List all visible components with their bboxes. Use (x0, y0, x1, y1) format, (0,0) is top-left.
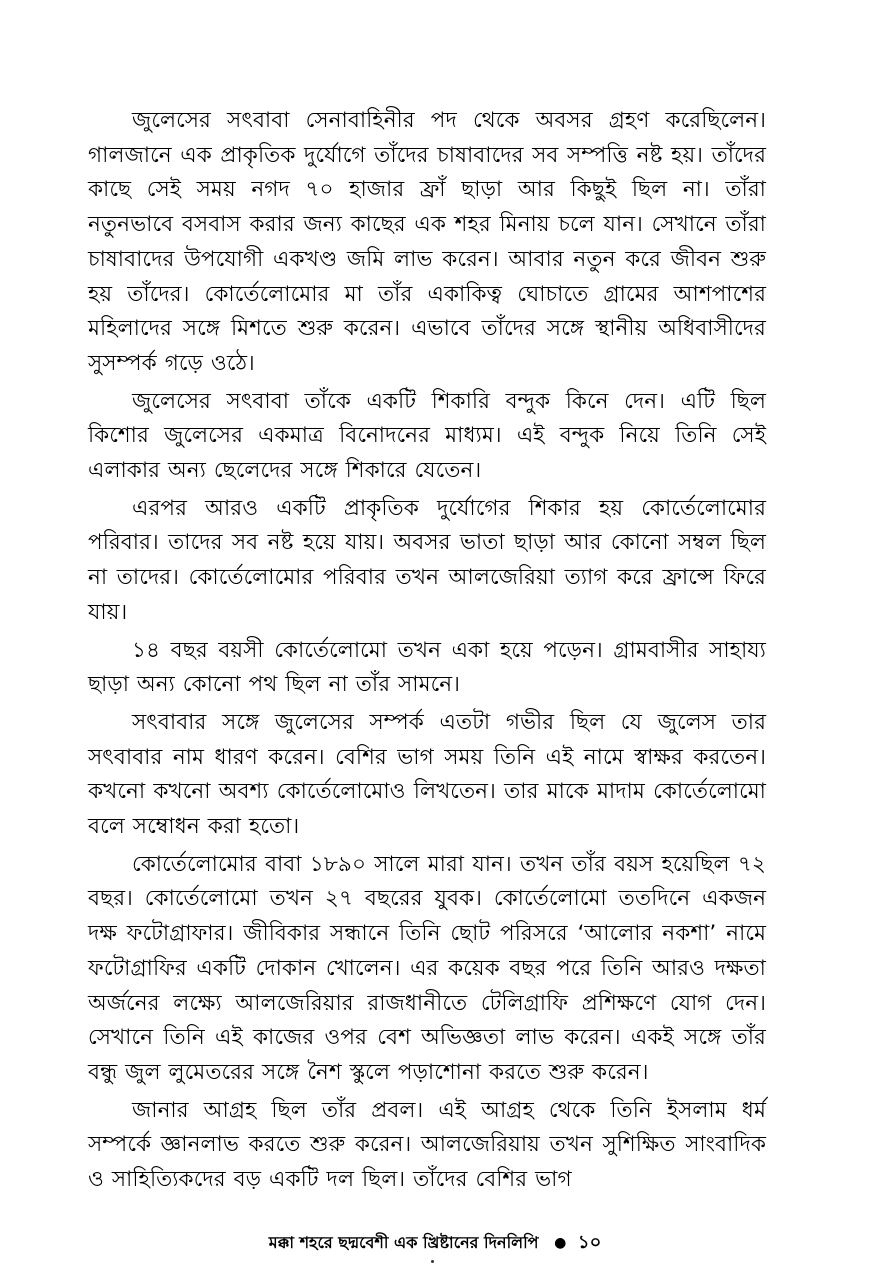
paragraph-1: জুলেসের সৎবাবা সেনাবাহিনীর পদ থেকে অবসর গ্রহণ করেছিলেন। গালজানে এক প্রাকৃতিক দুর্যোগে তাঁদের চাষাবাদের সব সম্পত্তি নষ্ট হয়। তাঁদের কাছে সেই সময় নগদ ৭০ হাজার ফ্রাঁ ছাড়া আর কিছুই ছিল না। তাঁরা নতুনভাবে বসবাস করার জন্য কাছের এক শহর মিনায় চলে যান। সেখানে তাঁরা চাষাবাদের উপযোগী একখণ্ড জমি লাভ করেন। আবার নতুন করে জীবন শুরু হয় তাঁদের। কোর্তেলোমোর মা তাঁর একাকিত্ব ঘোচাতে গ্রামের আশপাশের মহিলাদের সঙ্গে মিশতে শুরু করেন। এভাবে তাঁদের সঙ্গে স্থানীয় অধিবাসীদের সুসম্পর্ক গড়ে ওঠে। (88, 108, 766, 376)
stray-mark (431, 1260, 434, 1263)
footer-bullet-icon: ● (554, 1235, 567, 1251)
footer-book-title: মক্কা শহরে ছদ্মবেশী এক খ্রিষ্টানের দিনলিপি (268, 1233, 539, 1252)
paragraph-3: এরপর আরও একটি প্রাকৃতিক দুর্যোগের শিকার হয় কোর্তেলোমোর পরিবার। তাদের সব নষ্ট হয়ে যায়। অবসর ভাতা ছাড়া আর কোনো সম্বল ছিল না তাদের। কোর্তেলোমোর পরিবার তখন আলজেরিয়া ত্যাগ করে ফ্রান্সে ফিরে যায়। (88, 495, 766, 625)
paragraph-6: কোর্তেলোমোর বাবা ১৮৯০ সালে মারা যান। তখন তাঁর বয়স হয়েছিল ৭২ বছর। কোর্তেলোমো তখন ২৭ বছরের যুবক। কোর্তেলোমো ততদিনে একজন দক্ষ ফটোগ্রাফার। জীবিকার সন্ধানে তিনি ছোট পরিসরে ‘আলোর নকশা’ নামে ফটোগ্রাফির একটি দোকান খোলেন। এর কয়েক বছর পরে তিনি আরও দক্ষতা অর্জনের লক্ষ্যে আলজেরিয়ার রাজধানীতে টেলিগ্রাফি প্রশিক্ষণে যোগ দেন। সেখানে তিনি এই কাজের ওপর বেশ অভিজ্ঞতা লাভ করেন। একই সঙ্গে তাঁর বন্ধু জুল লুমেতরের সঙ্গে নৈশ স্কুলে পড়াশোনা করতে শুরু করেন। (88, 851, 767, 1085)
paragraph-2: জুলেসের সৎবাবা তাঁকে একটি শিকারি বন্দুক কিনে দেন। এটি ছিল কিশোর জুলেসের একমাত্র বিনোদনের মাধ্যম। এই বন্দুক নিয়ে তিনি সেই এলাকার অন্য ছেলেদের সঙ্গে শিকারে যেতেন। (88, 388, 766, 484)
page-number: ১০ (577, 1232, 602, 1253)
paragraph-7: জানার আগ্রহ ছিল তাঁর প্রবল। এই আগ্রহ থেকে তিনি ইসলাম ধর্ম সম্পর্কে জ্ঞানলাভ করতে শুরু করেন। আলজেরিয়ায় তখন সুশিক্ষিত সাংবাদিক ও সাহিত্যিকদের বড় একটি দল ছিল। তাঁদের বেশির ভাগ (88, 1097, 766, 1193)
paragraph-5: সৎবাবার সঙ্গে জুলেসের সম্পর্ক এতটা গভীর ছিল যে জুলেস তার সৎবাবার নাম ধারণ করেন। বেশির ভাগ সময় তিনি এই নামে স্বাক্ষর করতেন। কখনো কখনো অবশ্য কোর্তেলোমোও লিখতেন। তার মাকে মাদাম কোর্তেলোমো বলে সম্বোধন করা হতো। (88, 709, 766, 840)
page-footer (0, 1228, 870, 1259)
paragraph-4: ১৪ বছর বয়সী কোর্তেলোমো তখন একা হয়ে পড়েন। গ্রামবাসীর সাহায্য ছাড়া অন্য কোনো পথ ছিল না তাঁর সামনে। (88, 637, 766, 698)
